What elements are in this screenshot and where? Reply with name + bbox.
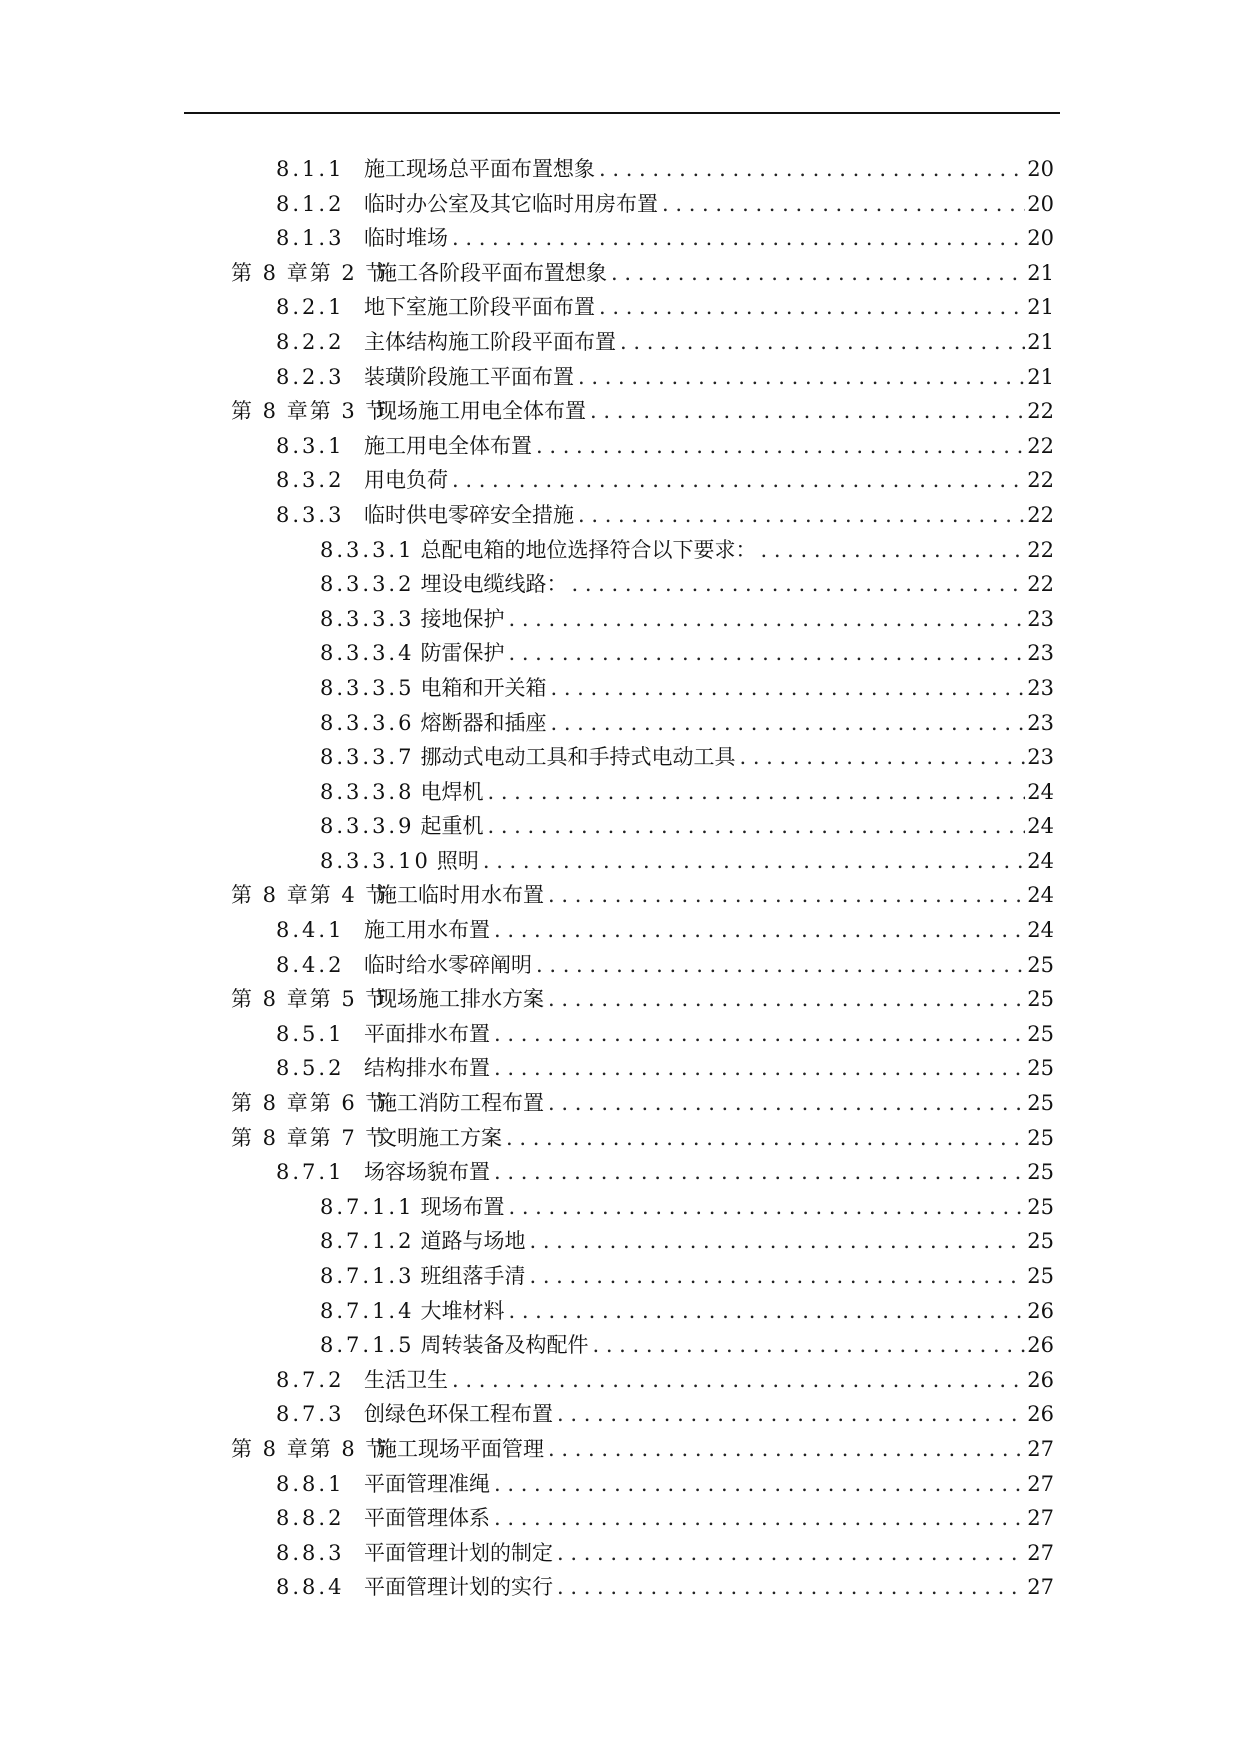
dot-leader [557, 1397, 1025, 1432]
toc-entry-page: 22 [1027, 572, 1054, 597]
toc-entry-number: 8.2.2 [276, 329, 345, 354]
toc-entry-number: 8.7.1.1 [320, 1194, 415, 1219]
toc-entry-page: 20 [1027, 191, 1054, 216]
toc-entry-title: 平面管理体系 [364, 1506, 490, 1531]
dot-leader [557, 1536, 1025, 1571]
toc-entry[interactable] [0, 429, 1241, 464]
toc-entry-page: 24 [1027, 814, 1054, 839]
toc-entry-title: 埋设电缆线路： [420, 572, 568, 597]
dot-leader [739, 740, 1025, 775]
header-rule [184, 112, 1060, 114]
toc-entry-number: 8.3.3.3 [320, 606, 415, 631]
dot-leader [592, 1328, 1025, 1363]
toc-entry-title: 接地保护 [420, 606, 505, 631]
toc-entry-page: 21 [1027, 295, 1054, 320]
toc-entry-number: 8.3.3.2 [320, 572, 415, 597]
toc-entry-title: 施工消防工程布置 [376, 1091, 544, 1116]
toc-entry-number: 8.3.1 [276, 433, 345, 458]
toc-entry[interactable] [0, 187, 1241, 222]
toc-entry-number: 第 8 章第 4 节 [231, 883, 389, 908]
toc-entry-number: 8.1.2 [276, 191, 345, 216]
dot-leader [548, 982, 1025, 1017]
toc-entry-page: 21 [1027, 329, 1054, 354]
toc-entry-number: 8.1.1 [276, 157, 345, 181]
toc-entry-number: 8.7.1.5 [320, 1333, 415, 1358]
dot-leader [452, 463, 1025, 498]
toc-entry-page: 25 [1027, 1021, 1054, 1046]
toc-entry-page: 25 [1027, 1160, 1054, 1185]
toc-entry-number: 8.4.2 [276, 952, 345, 977]
dot-leader [508, 636, 1025, 671]
toc-entry-page: 25 [1027, 1194, 1054, 1219]
dot-leader [548, 878, 1025, 913]
toc-entry-title: 施工各阶段平面布置想象 [376, 260, 607, 285]
toc-entry-title: 施工现场总平面布置想象 [364, 157, 595, 181]
toc-entry[interactable] [0, 706, 1241, 741]
toc-entry[interactable] [0, 221, 1241, 256]
toc-entry-page: 26 [1027, 1298, 1054, 1323]
toc-entry-page: 23 [1027, 606, 1054, 631]
toc-entry-title: 文明施工方案 [376, 1125, 502, 1150]
toc-entry-page: 27 [1027, 1540, 1054, 1565]
dot-leader [508, 1190, 1025, 1225]
dot-leader [578, 498, 1025, 533]
toc-entry-number: 8.3.3.1 [320, 537, 415, 562]
toc-entry-title: 平面管理计划的实行 [364, 1575, 553, 1600]
toc-entry-title: 临时给水零碎阐明 [364, 952, 532, 977]
toc-entry-page: 25 [1027, 987, 1054, 1012]
dot-leader [536, 429, 1025, 464]
toc-entry[interactable] [0, 1467, 1241, 1502]
toc-entry[interactable] [0, 809, 1241, 844]
toc-entry-page: 20 [1027, 226, 1054, 251]
dot-leader [494, 1467, 1025, 1502]
toc-entry-title: 主体结构施工阶段平面布置 [364, 329, 616, 354]
toc-entry-page: 22 [1027, 537, 1054, 562]
toc-entry-number: 8.7.1 [276, 1160, 345, 1185]
toc-entry-number: 8.3.3.9 [320, 814, 415, 839]
dot-leader [550, 671, 1025, 706]
toc-entry[interactable] [0, 1259, 1241, 1294]
toc-entry-title: 施工用水布置 [364, 918, 490, 943]
toc-entry[interactable] [0, 878, 1241, 913]
toc-entry[interactable] [0, 394, 1241, 429]
dot-leader [483, 844, 1025, 879]
toc-entry-page: 27 [1027, 1506, 1054, 1531]
toc-entry-number: 第 8 章第 2 节 [231, 260, 389, 285]
toc-entry[interactable] [0, 913, 1241, 948]
toc-entry-page: 25 [1027, 1229, 1054, 1254]
toc-entry-number: 8.3.3.5 [320, 675, 415, 700]
toc-entry-page: 24 [1027, 918, 1054, 943]
toc-entry-title: 总配电箱的地位选择符合以下要求： [420, 537, 757, 562]
toc-entry-number: 8.8.4 [276, 1575, 345, 1600]
toc-entry-title: 起重机 [420, 814, 484, 839]
toc-entry-number: 8.3.3.4 [320, 641, 415, 666]
toc-entry-number: 第 8 章第 6 节 [231, 1091, 389, 1116]
toc-entry-number: 8.2.1 [276, 295, 345, 320]
toc-entry-title: 道路与场地 [420, 1229, 526, 1254]
toc-entry-title: 现场施工用电全体布置 [376, 399, 586, 424]
dot-leader [662, 187, 1025, 222]
toc-entry[interactable] [0, 463, 1241, 498]
dot-leader [487, 809, 1025, 844]
toc-entry-title: 地下室施工阶段平面布置 [364, 295, 595, 320]
toc-entry-title: 临时办公室及其它临时用房布置 [364, 191, 658, 216]
dot-leader [494, 1155, 1025, 1190]
toc-entry-number: 8.7.3 [276, 1402, 345, 1427]
toc-entry-title: 创绿色环保工程布置 [364, 1402, 553, 1427]
toc-entry-number: 8.3.3 [276, 502, 345, 527]
toc-entry[interactable] [0, 256, 1241, 291]
toc-entry-number: 第 8 章第 7 节 [231, 1125, 389, 1150]
toc-entry-number: 8.3.3.7 [320, 745, 415, 770]
toc-entry[interactable] [0, 290, 1241, 325]
dot-leader [529, 1259, 1025, 1294]
toc-entry[interactable] [0, 740, 1241, 775]
toc-entry-page: 26 [1027, 1333, 1054, 1358]
toc-entry-page: 25 [1027, 1125, 1054, 1150]
toc-entry-page: 25 [1027, 1056, 1054, 1081]
toc-entry-title: 结构排水布置 [364, 1056, 490, 1081]
toc-entry[interactable] [0, 1086, 1241, 1121]
dot-leader [508, 602, 1025, 637]
toc-entry-title: 防雷保护 [420, 641, 505, 666]
dot-leader [548, 1086, 1025, 1121]
toc-entry[interactable] [0, 775, 1241, 810]
toc-entry-page: 24 [1027, 883, 1054, 908]
toc-entry-number: 8.1.3 [276, 226, 345, 251]
toc-entry-title: 施工用电全体布置 [364, 433, 532, 458]
dot-leader [494, 913, 1025, 948]
toc-entry-page: 21 [1027, 364, 1054, 389]
dot-leader [599, 152, 1025, 187]
dot-leader [536, 948, 1025, 983]
toc-entry-title: 施工临时用水布置 [376, 883, 544, 908]
toc-entry-page: 27 [1027, 1575, 1054, 1600]
toc-entry[interactable] [0, 1155, 1241, 1190]
dot-leader [571, 567, 1025, 602]
toc-entry-number: 8.3.3.8 [320, 779, 415, 804]
toc-entry-page: 25 [1027, 1091, 1054, 1116]
toc-entry-title: 装璜阶段施工平面布置 [364, 364, 574, 389]
toc-entry-page: 25 [1027, 952, 1054, 977]
toc-entry-number: 8.8.1 [276, 1471, 345, 1496]
toc-entry[interactable] [0, 498, 1241, 533]
dot-leader [760, 533, 1025, 568]
toc-entry[interactable] [0, 1224, 1241, 1259]
toc-entry[interactable] [0, 982, 1241, 1017]
toc-entry[interactable] [0, 671, 1241, 706]
toc-entry[interactable] [0, 567, 1241, 602]
toc-entry[interactable] [0, 1501, 1241, 1536]
toc-entry-page: 24 [1027, 779, 1054, 804]
toc-entry-title: 平面管理准绳 [364, 1471, 490, 1496]
dot-leader [452, 221, 1025, 256]
toc-entry-page: 22 [1027, 502, 1054, 527]
toc-entry-title: 大堆材料 [420, 1298, 505, 1323]
dot-leader [494, 1051, 1025, 1086]
toc-entry[interactable] [0, 360, 1241, 395]
toc-entry-number: 8.7.2 [276, 1367, 345, 1392]
toc-entry[interactable] [0, 948, 1241, 983]
toc-entry-title: 电焊机 [420, 779, 484, 804]
dot-leader [548, 1432, 1025, 1467]
toc-entry[interactable] [0, 1328, 1241, 1363]
toc-entry-title: 熔断器和插座 [420, 710, 547, 735]
toc-entry-number: 8.3.3.6 [320, 710, 415, 735]
toc-entry-number: 8.7.1.3 [320, 1264, 415, 1288]
toc-entry-number: 第 8 章第 5 节 [231, 987, 389, 1012]
toc-entry-page: 23 [1027, 641, 1054, 666]
toc-entry-title: 挪动式电动工具和手持式电动工具 [420, 745, 736, 770]
dot-leader [590, 394, 1025, 429]
toc-entry-title: 电箱和开关箱 [420, 675, 547, 700]
toc-entry-title: 生活卫生 [364, 1367, 448, 1392]
dot-leader [529, 1224, 1025, 1259]
toc-entry-title: 用电负荷 [364, 468, 448, 493]
dot-leader [557, 1570, 1025, 1605]
dot-leader [494, 1501, 1025, 1536]
dot-leader [578, 360, 1025, 395]
toc-entry[interactable] [0, 1570, 1241, 1605]
dot-leader [452, 1363, 1025, 1398]
toc-entry-title: 现场布置 [420, 1194, 505, 1219]
dot-leader [494, 1017, 1025, 1052]
toc-entry-number: 8.5.2 [276, 1056, 345, 1081]
toc-entry[interactable] [0, 1432, 1241, 1467]
toc-entry-page: 22 [1027, 468, 1054, 493]
toc-entry-number: 8.5.1 [276, 1021, 345, 1046]
toc-entry-number: 8.4.1 [276, 918, 345, 943]
toc-entry-page: 20 [1027, 157, 1054, 181]
toc-entry-number: 8.8.2 [276, 1506, 345, 1531]
toc-entry-page: 23 [1027, 745, 1054, 770]
dot-leader [599, 290, 1025, 325]
toc-entry-page: 23 [1027, 710, 1054, 735]
toc-entry[interactable] [0, 844, 1241, 879]
toc-entry-title: 平面排水布置 [364, 1021, 490, 1046]
toc-entry-title: 现场施工排水方案 [376, 987, 544, 1012]
toc-entry-number: 8.8.3 [276, 1540, 345, 1565]
toc-entry[interactable] [0, 636, 1241, 671]
toc-entry[interactable] [0, 325, 1241, 360]
toc-entry-page: 24 [1027, 848, 1054, 873]
toc-entry[interactable] [0, 533, 1241, 568]
table-of-contents [0, 152, 1241, 1605]
toc-entry-number: 8.3.2 [276, 468, 345, 493]
toc-entry[interactable] [0, 1363, 1241, 1398]
toc-entry[interactable] [0, 1294, 1241, 1329]
dot-leader [508, 1294, 1025, 1329]
toc-entry-page: 22 [1027, 399, 1054, 424]
toc-entry-title: 临时堆场 [364, 226, 448, 251]
toc-entry-title: 班组落手清 [420, 1264, 526, 1288]
toc-entry-number: 第 8 章第 8 节 [231, 1436, 389, 1461]
toc-entry-page: 25 [1027, 1264, 1054, 1288]
toc-entry-number: 8.7.1.2 [320, 1229, 415, 1254]
toc-entry-page: 27 [1027, 1471, 1054, 1496]
toc-entry[interactable] [0, 1190, 1241, 1225]
toc-entry[interactable] [0, 1536, 1241, 1571]
dot-leader [487, 775, 1025, 810]
toc-entry[interactable] [0, 152, 1241, 187]
dot-leader [506, 1121, 1025, 1156]
toc-entry-title: 场容场貌布置 [364, 1160, 490, 1185]
toc-entry-number: 8.2.3 [276, 364, 345, 389]
toc-entry-title: 照明 [436, 848, 479, 873]
dot-leader [611, 256, 1025, 291]
toc-entry-number: 第 8 章第 3 节 [231, 399, 389, 424]
toc-entry[interactable] [0, 1121, 1241, 1156]
toc-entry-title: 平面管理计划的制定 [364, 1540, 553, 1565]
toc-entry-title: 周转装备及构配件 [420, 1333, 589, 1358]
toc-entry-page: 22 [1027, 433, 1054, 458]
toc-entry-page: 23 [1027, 675, 1054, 700]
toc-entry[interactable] [0, 1397, 1241, 1432]
toc-entry-page: 26 [1027, 1402, 1054, 1427]
toc-entry[interactable] [0, 1051, 1241, 1086]
toc-entry[interactable] [0, 1017, 1241, 1052]
dot-leader [550, 706, 1025, 741]
toc-entry-title: 临时供电零碎安全措施 [364, 502, 574, 527]
toc-entry-number: 8.3.3.10 [320, 848, 431, 873]
toc-entry-page: 21 [1027, 260, 1054, 285]
dot-leader [620, 325, 1025, 360]
toc-entry-number: 8.7.1.4 [320, 1298, 415, 1323]
toc-entry[interactable] [0, 602, 1241, 637]
toc-entry-page: 27 [1027, 1436, 1054, 1461]
toc-entry-page: 26 [1027, 1367, 1054, 1392]
toc-entry-title: 施工现场平面管理 [376, 1436, 544, 1461]
